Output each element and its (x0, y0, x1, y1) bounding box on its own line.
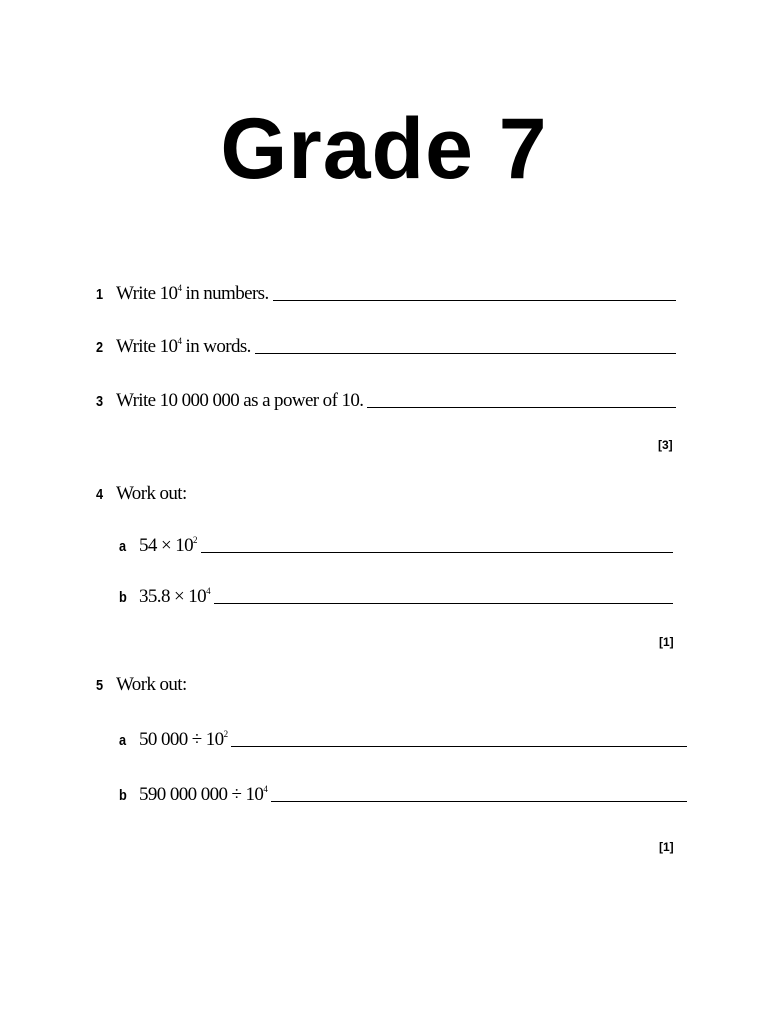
marks-label: [1] (659, 840, 674, 854)
answer-line[interactable] (367, 407, 676, 408)
question-number: 5 (96, 677, 104, 694)
question-4 (96, 478, 676, 504)
question-5a (119, 724, 687, 750)
part-label: a (119, 538, 127, 555)
part-text: $54 \times 10^2$ (139, 535, 197, 556)
question-text: Work out: (116, 674, 187, 695)
answer-line[interactable] (201, 552, 673, 553)
question-number: 3 (96, 393, 104, 410)
marks-label: [3] (658, 438, 673, 452)
question-1 (96, 278, 676, 304)
answer-line[interactable] (255, 353, 676, 354)
question-number: 1 (96, 286, 104, 303)
question-text: Write $10^4$ in words. (116, 336, 251, 357)
question-4b (119, 581, 673, 607)
answer-line[interactable] (271, 801, 687, 802)
question-text: Write 10 000 000 as a power of 10. (116, 390, 364, 411)
part-text: $35.8 \times 10^4$ (139, 586, 210, 607)
question-2 (96, 331, 676, 357)
page-title: Grade 7 (220, 101, 548, 197)
question-text: Work out: (116, 483, 187, 504)
part-label: b (119, 787, 127, 804)
marks-label: [1] (659, 635, 674, 649)
answer-line[interactable] (214, 603, 673, 604)
part-text: 590 000 $000 \div 10^4$ (139, 784, 268, 805)
part-label: b (119, 589, 127, 606)
question-text: Write $10^4$ in numbers. (116, 283, 269, 304)
question-number: 2 (96, 339, 104, 356)
question-5b (119, 779, 687, 805)
answer-line[interactable] (231, 746, 687, 747)
question-4a (119, 530, 673, 556)
answer-line[interactable] (273, 300, 676, 301)
part-text: 50 $000 \div 10^2$ (139, 729, 228, 750)
question-number: 4 (96, 486, 104, 503)
question-3 (96, 385, 676, 411)
part-label: a (119, 732, 127, 749)
question-5 (96, 669, 676, 695)
